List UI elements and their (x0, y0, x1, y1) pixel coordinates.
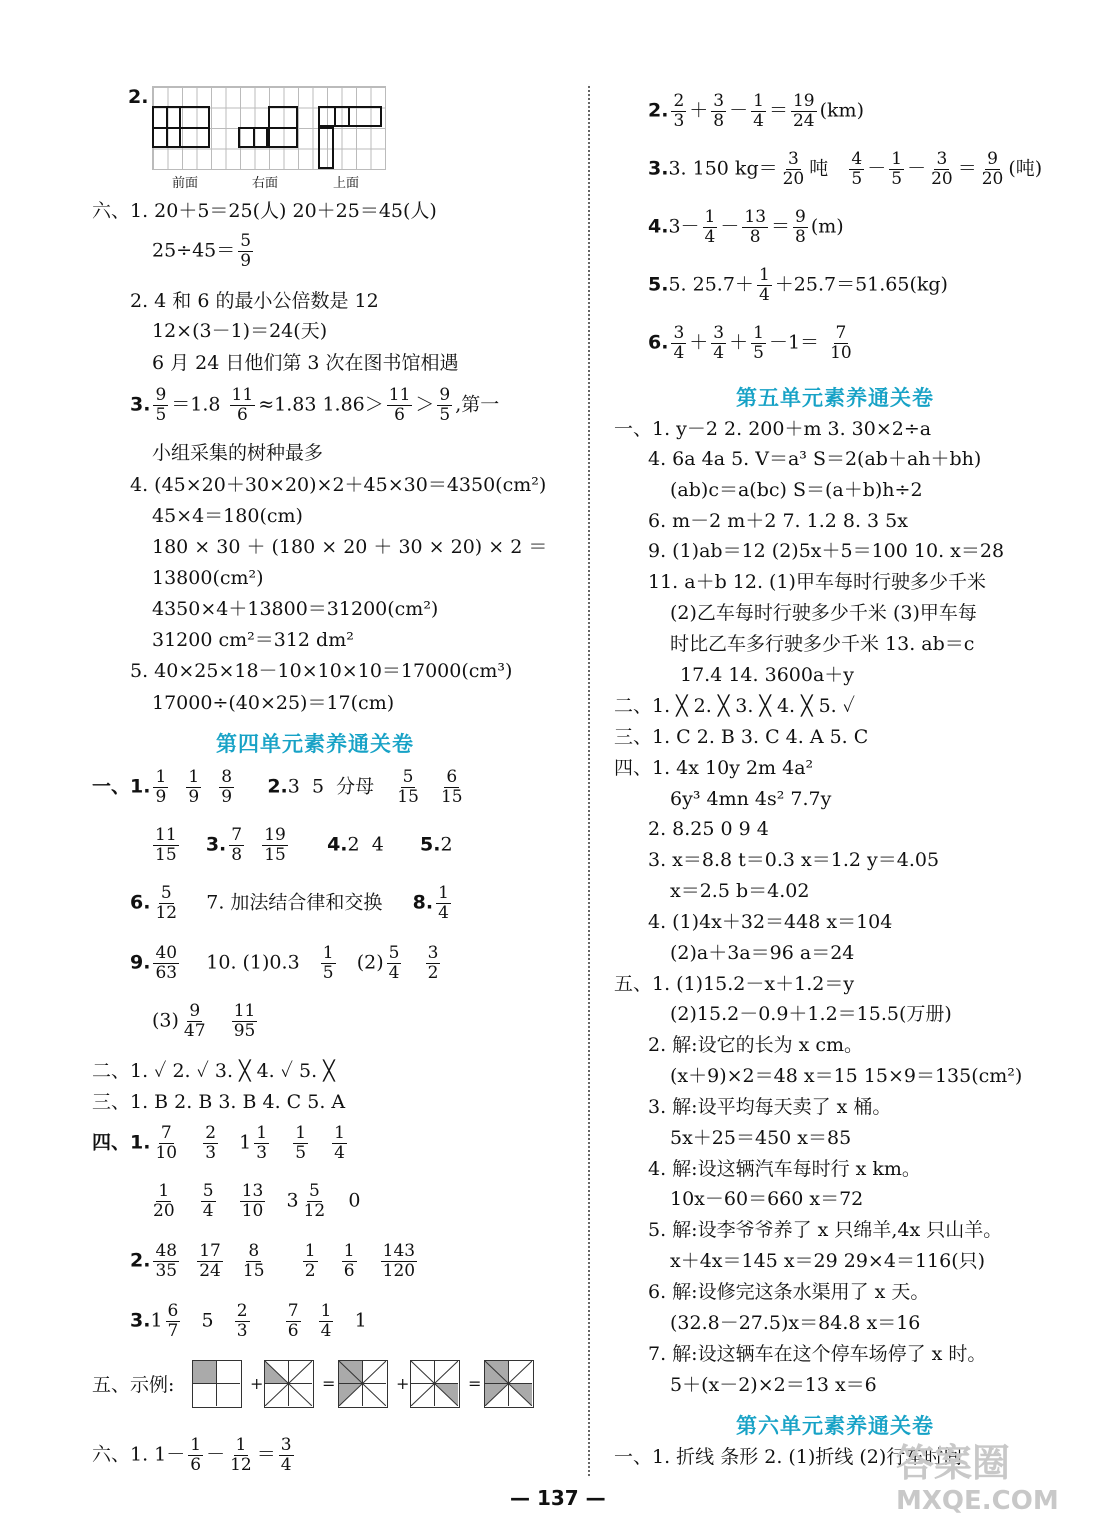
u5-31: 7. 解:设这辆车在这个停车场停了 x 时。 (648, 1343, 987, 1365)
example-box-4 (410, 1360, 460, 1408)
u5-30: (32.8－27.5)x＝84.8 x＝16 (670, 1312, 921, 1334)
u5-18: (2)a＋3a＝96 a＝24 (670, 942, 855, 964)
u5-16: x＝2.5 b＝4.02 (670, 880, 810, 902)
u5-14: 2. 8.25 0 9 4 (648, 818, 769, 840)
u4-row4: 9. $\frac{40}{63}$ 10. (1)0.3 $\frac{1}{5}$ (2) $\frac{5}{4}$ $\frac{3}{2}$ (130, 943, 439, 983)
u5-24: 5x＋25＝450 x＝85 (670, 1127, 852, 1149)
u5-22: (x＋9)×2＝48 x＝15 15×9＝135(cm²) (670, 1065, 1023, 1087)
u5-2: 4. 6a 4a 5. V＝a³ S＝2(ab＋ah＋bh) (648, 448, 982, 470)
r-line6: 6. $\frac{3}{4}$ ＋ $\frac{3}{4}$ ＋ $\frac{1}{5}$ －1＝ $\frac{7}{10}$ (648, 323, 852, 363)
u4-row5: (3) $\frac{9}{47}$ $\frac{11}{95}$ (152, 1001, 256, 1041)
example-box-1 (192, 1360, 242, 1408)
u4-section3: 三、1. B 2. B 3. B 4. C 5. A (92, 1091, 346, 1113)
u4-row3: 6. $\frac{5}{12}$ 7. 加法结合律和交换 8. $\frac{1}{4}$ (130, 883, 449, 923)
example-box-5 (484, 1360, 534, 1408)
s6-3d: 小组采集的树种最多 (152, 442, 324, 464)
page-number: — 137 — (510, 1486, 606, 1510)
example-box-2 (264, 1360, 314, 1408)
s6-4f: 31200 cm²＝312 dm² (152, 629, 354, 651)
u4-section2: 二、1. ✓ 2. ✓ 3. ╳ 4. ✓ 5. ╳ (92, 1060, 335, 1082)
unit6-heading: 第六单元素养通关卷 (736, 1414, 934, 1438)
u4-section4-row3: 2. $\frac{48}{35}$ $\frac{17}{24}$ $\frac{8}{15}$ $\frac{1}{2}$ $\frac{1}{6}$ $\frac{143}{120}$ (130, 1241, 416, 1281)
u5-21: 2. 解:设它的长为 x cm。 (648, 1034, 864, 1056)
s6-4b: 45×4＝180(cm) (152, 505, 303, 527)
watermark-logo: 答案圈 MXQE.COM (896, 1441, 1059, 1516)
s6-4c: 180 × 30 ＋ (180 × 20 ＋ 30 × 20) × 2 ＝ (152, 536, 548, 558)
s6-5a: 5. 40×25×18－10×10×10＝17000(cm³) (130, 660, 513, 682)
u4-section4-row2: $\frac{1}{20}$ $\frac{5}{4}$ $\frac{13}{10}$ 3 $\frac{5}{12}$ 0 (153, 1181, 361, 1221)
u5-6: 11. a＋b 12. (1)甲车每时行驶多少千米 (648, 571, 986, 593)
plus-2: + (396, 1374, 410, 1393)
s6-2a: 2. 4 和 6 的最小公倍数是 12 (130, 290, 379, 312)
example-box-3 (338, 1360, 388, 1408)
s6-5b: 17000÷(40×25)＝17(cm) (152, 692, 395, 714)
u6-1: 一、1. 折线 条形 2. (1)折线 (2)行车时间 (614, 1446, 963, 1468)
plus-1: + (250, 1374, 264, 1393)
right-label: 右面 (252, 176, 279, 191)
u5-15: 3. x＝8.8 t＝0.3 x＝1.2 y＝4.05 (648, 849, 940, 871)
u5-13: 6y³ 4mn 4s² 7.7y (670, 788, 832, 810)
r-line4: 4.3－ $\frac{1}{4}$ － $\frac{13}{8}$ ＝ $\frac{9}{8}$ (m) (648, 207, 844, 247)
u5-25: 4. 解:设这辆汽车每时行 x km。 (648, 1158, 921, 1180)
r-line2: 2. $\frac{2}{3}$ ＋ $\frac{3}{8}$ － $\frac{1}{4}$ ＝ $\frac{19}{24}$ (km) (648, 91, 864, 131)
u5-10: 二、1. ╳ 2. ╳ 3. ╳ 4. ╳ 5. ✓ (614, 695, 856, 717)
u4-section4-row1: 四、1. $\frac{7}{10}$ $\frac{2}{3}$ 1 $\frac{1}{3}$ $\frac{1}{5}$ $\frac{1}{4}$ (92, 1123, 345, 1163)
s6-2c: 6 月 24 日他们第 3 次在图书馆相遇 (152, 352, 459, 374)
equals-2: = (468, 1374, 482, 1393)
u5-1: 一、1. y－2 2. 200＋m 3. 30×2÷a (614, 418, 932, 440)
u4-section5: 五、示例: (92, 1374, 175, 1396)
u5-27: 5. 解:设李爷爷养了 x 只绵羊,4x 只山羊。 (648, 1219, 1003, 1241)
unit4-heading: 第四单元素养通关卷 (216, 732, 414, 756)
u5-4: 6. m－2 m＋2 7. 1.2 8. 3 5x (648, 510, 908, 532)
unit5-heading: 第五单元素养通关卷 (736, 386, 934, 410)
u5-17: 4. (1)4x＋32＝448 x＝104 (648, 911, 893, 933)
views-label: 2. (128, 86, 149, 108)
u5-8: 时比乙车多行驶多少千米 13. ab＝c (670, 633, 975, 655)
s6-1b: 25÷45＝ $\frac{5}{9}$ (152, 231, 252, 271)
s6-3a: 3. $\frac{9}{5}$ ＝1.8 $\frac{11}{6}$ ≈1.83 1.86＞ $\frac{11}{6}$ ＞ $\frac{9}{5}$ ,第一 (130, 385, 500, 425)
s6-4e: 4350×4＋13800＝31200(cm²) (152, 598, 439, 620)
u5-12: 四、1. 4x 10y 2m 4a² (614, 757, 814, 779)
r-line5: 5.5. 25.7＋ $\frac{1}{4}$ ＋25.7＝51.65(kg) (648, 265, 948, 305)
s6-4d: 13800(cm²) (152, 567, 264, 589)
u5-28: x＋4x＝145 x＝29 29×4＝116(只) (670, 1250, 986, 1272)
column-divider (588, 86, 590, 1476)
r-line3: 3.3. 150 kg＝ $\frac{3}{20}$ 吨 $\frac{4}{5}$ － $\frac{1}{5}$ － $\frac{3}{20}$ ＝ $\frac{9}{20}$ (吨) (648, 149, 1043, 189)
u5-11: 三、1. C 2. B 3. C 4. A 5. C (614, 726, 869, 748)
s6-4a: 4. (45×20＋30×20)×2＋45×30＝4350(cm²) (130, 474, 547, 496)
s6-1a: 六、1. 20＋5＝25(人) 20＋25＝45(人) (92, 200, 437, 222)
u5-19: 五、1. (1)15.2－x＋1.2＝y (614, 973, 855, 995)
u4-section4-row4: 3.1 $\frac{6}{7}$ 5 $\frac{2}{3}$ $\frac{7}{6}$ $\frac{1}{4}$ 1 (130, 1301, 367, 1341)
u5-26: 10x－60＝660 x＝72 (670, 1188, 864, 1210)
front-label: 前面 (172, 176, 199, 191)
u4-row1: 一、1. $\frac{1}{9}$ $\frac{1}{9}$ $\frac{8}{9}$ 2.3 5 分母 $\frac{5}{15}$ $\frac{6}{15}$ (92, 767, 463, 807)
u5-23: 3. 解:设平均每天卖了 x 桶。 (648, 1096, 892, 1118)
u5-7: (2)乙车每时行驶多少千米 (3)甲车每 (670, 602, 977, 624)
equals-1: = (322, 1374, 336, 1393)
top-label: 上面 (333, 176, 360, 191)
u5-20: (2)15.2－0.9＋1.2＝15.5(万册) (670, 1003, 952, 1025)
u5-9: 17.4 14. 3600a＋y (680, 664, 855, 686)
u5-29: 6. 解:设修完这条水渠用了 x 天。 (648, 1281, 930, 1303)
u5-3: (ab)c＝a(bc) S＝(a＋b)h÷2 (670, 479, 923, 501)
u4-section6: 六、1. 1－ $\frac{1}{6}$ － $\frac{1}{12}$ ＝ $\frac{3}{4}$ (92, 1435, 292, 1475)
u4-row2: $\frac{11}{15}$ 3. $\frac{7}{8}$ $\frac{19}{15}$ 4.2 4 5.2 (155, 825, 453, 865)
s6-2b: 12×(3－1)＝24(天) (152, 320, 328, 342)
u5-32: 5＋(x－2)×2＝13 x＝6 (670, 1374, 877, 1396)
u5-5: 9. (1)ab＝12 (2)5x＋5＝100 10. x＝28 (648, 540, 1005, 562)
